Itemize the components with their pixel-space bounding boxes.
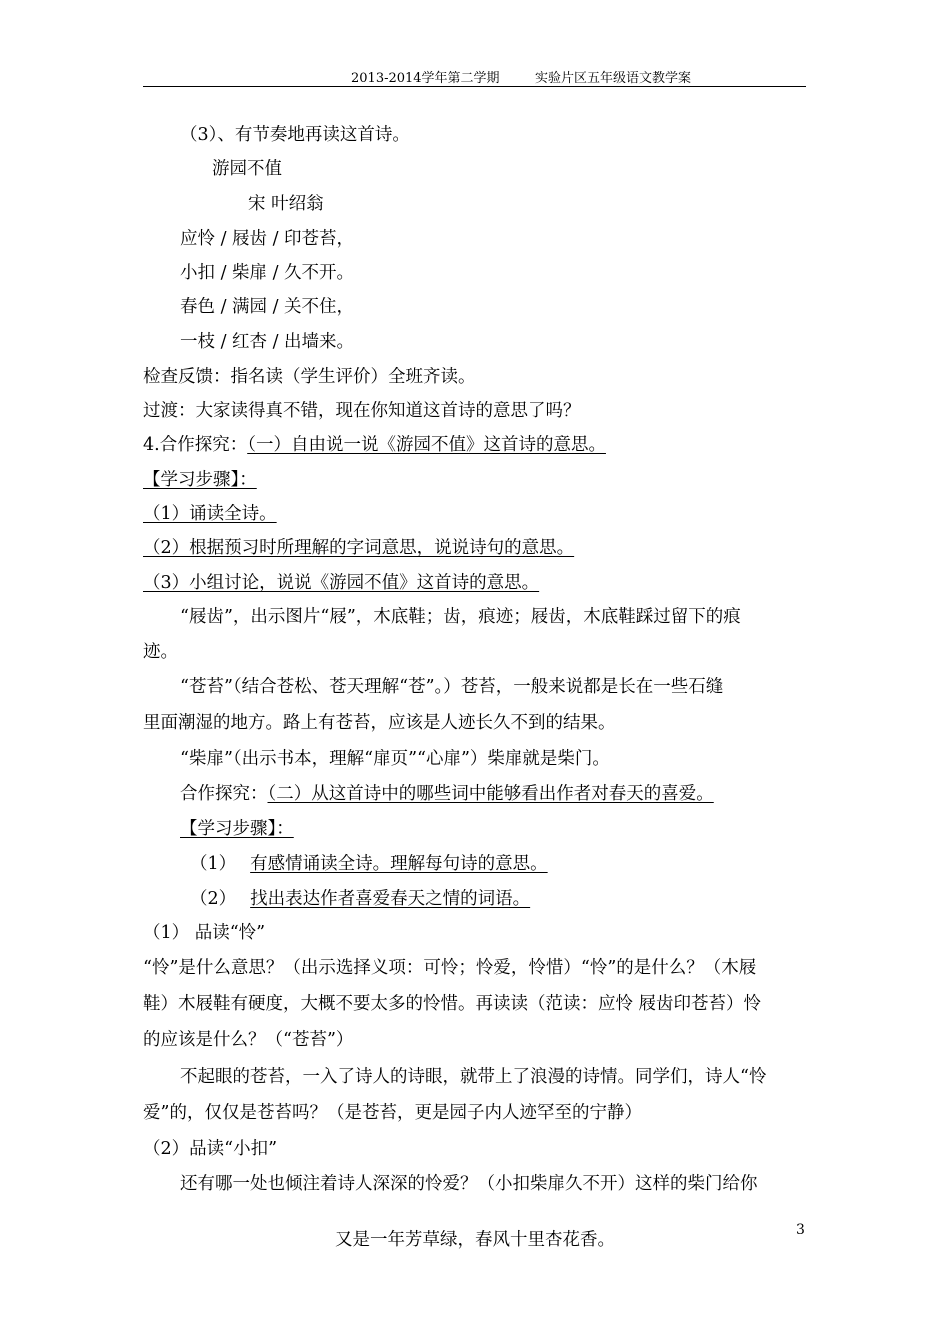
poem-title: 游园不值 [212,159,282,179]
explain-chaifei: “柴扉”（出示书本，理解“扉页”“心扉”）柴扉就是柴门。 [180,749,610,769]
step-number: （1） [190,854,237,874]
appreciate-lian-heading: （1） 品读“怜” [143,923,266,943]
lian-paragraph-1: “怜”是什么意思？（出示选择义项：可怜；怜爱，怜惜）“怜”的是什么？（木屐 [143,958,757,978]
study-step-2: （2）根据预习时所理解的字词意思，说说诗句的意思。 [143,538,575,558]
study-step-2-2 [190,888,530,910]
header-title: 实验片区五年级语文教学案 [535,71,692,86]
poem-line-3: 春色 / 满园 / 关不住， [180,297,355,317]
footer-slogan: 又是一年芳草绿，春风十里杏花香。 [335,1230,615,1250]
step-text: 有感情诵读全诗。理解每句诗的意思。 [250,854,548,874]
inquiry-topic-2: （二）从这首诗中的哪些词中能够看出作者对春天的喜爱。 [267,784,714,804]
page-header [143,66,806,87]
cooperative-label-2: 合作探究： [180,784,268,804]
step-number: （2） [190,889,237,909]
study-step-3: （3）小组讨论，说说《游园不值》这首诗的意思。 [143,573,540,593]
feedback-line: 检查反馈：指名读（学生评价）全班齐读。 [143,367,476,387]
page-number: 3 [796,1222,805,1238]
explain-cangtai-cont: 里面潮湿的地方。路上有苍苔，应该是人迹长久不到的结果。 [143,713,616,733]
xiaokou-paragraph: 还有哪一处也倾注着诗人深深的怜爱？（小扣柴扉久不开）这样的柴门给你 [180,1174,758,1194]
transition-line: 过渡：大家读得真不错，现在你知道这首诗的意思了吗？ [143,401,581,421]
poem-line-4: 一枝 / 红杏 / 出墙来。 [180,332,355,352]
inquiry-topic-1: （一）自由说一说《游园不值》这首诗的意思。 [247,435,606,455]
explain-jichi: “屐齿”，出示图片“屐”，木底鞋；齿，痕迹；屐齿，木底鞋踩过留下的痕 [180,607,741,627]
cooperative-label: 4.合作探究： [143,435,248,455]
lian-paragraph-2: 鞋）木屐鞋有硬度，大概不要太多的怜惜。再读读（范读：应怜 屐齿印苍苔）怜 [143,994,762,1014]
study-step-1: （1）诵读全诗。 [143,504,277,524]
poem-line-2: 小扣 / 柴扉 / 久不开。 [180,263,355,283]
step-text: 找出表达作者喜爱春天之情的词语。 [250,889,531,909]
step-3-instruction: （3）、有节奏地再读这首诗。 [180,125,410,145]
poem-line-1: 应怜 / 屐齿 / 印苍苔， [180,229,355,249]
cooperative-inquiry-2 [180,783,714,805]
poem-author: 宋 叶绍翁 [248,194,324,214]
lian-paragraph-3: 的应该是什么？（“苍苔”） [143,1030,354,1050]
cooperative-inquiry-1 [143,434,606,456]
lian-paragraph-5: 爱”的，仅仅是苍苔吗？（是苍苔，更是园子内人迹罕至的宁静） [143,1103,642,1123]
explain-jichi-cont: 迹。 [143,642,178,662]
study-steps-heading-2: 【学习步骤】： [180,819,294,839]
appreciate-xiaokou-heading: （2）品读“小扣” [143,1139,278,1159]
study-steps-heading: 【学习步骤】： [143,470,257,490]
lian-paragraph-4: 不起眼的苍苔，一入了诗人的诗眼，就带上了浪漫的诗情。同学们，诗人“怜 [180,1067,767,1087]
study-step-2-1 [190,853,548,875]
header-semester: 2013-2014学年第二学期 [351,71,500,86]
explain-cangtai: “苍苔”（结合苍松、苍天理解“苍”。）苍苔，一般来说都是长在一些石缝 [180,677,724,697]
